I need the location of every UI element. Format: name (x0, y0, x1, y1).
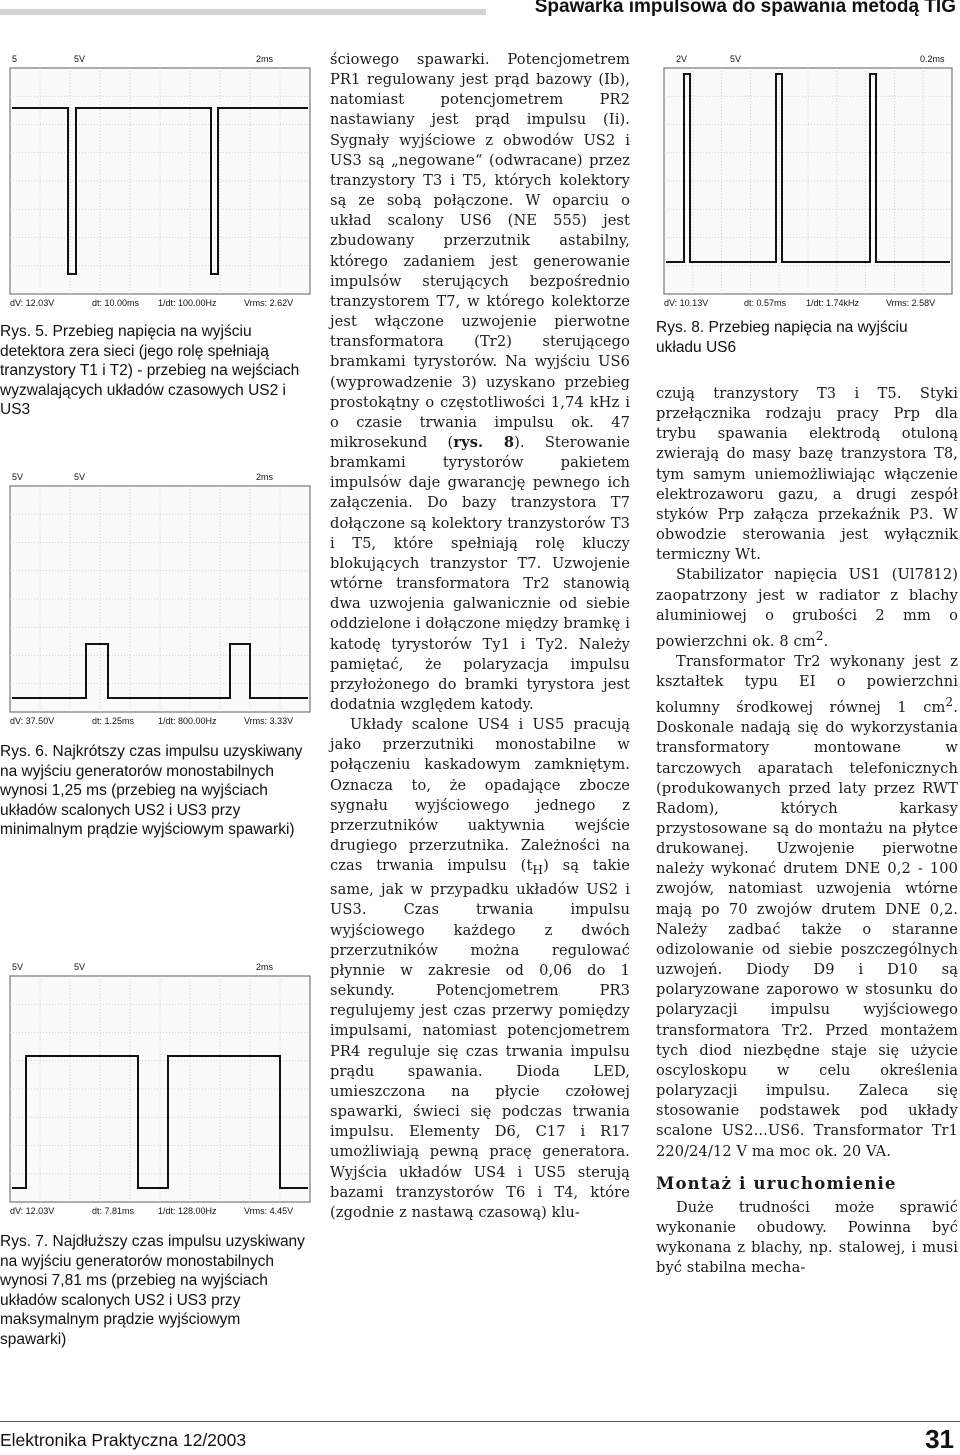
footer-rule (0, 1421, 960, 1422)
scope-timebase-label: 0.2ms (920, 54, 945, 64)
page-number: 31 (925, 1424, 954, 1454)
scope-grid (10, 486, 310, 712)
scope-grid (664, 68, 952, 294)
scope-ch2-label: 5V (730, 54, 742, 64)
footer-journal: Elektronika Praktyczna 12/2003 (0, 1430, 247, 1450)
text-span: Transformator Tr2 wykonany jest z kształtek typu EI o powierzchni kolumny środkowej równej 1 cm (656, 652, 958, 717)
oscillogram-rys8 (658, 50, 958, 312)
text-span: ) są takie same, jak w przypadku układów US2 i US3. Czas trwania impulsu wyjściowego każdego z dwóch przerzutników można regulować płynnie w zakresie od 0,06 do 1 sekundy. Potencjometrem PR3 regulujemy jest czas przerwy pomiędzy impulsami, natomiast potencjometrem PR4 reguluje się czas trwania impulsu prądu spawania. Dioda LED, umieszczona na płycie czołowej spawarki, świeci się podczas trwania impulsu. Elementy D6, C17 i R17 umożliwiają pewną pracę generatora. Wyjścia układów US4 i US5 sterują bazami tranzystorów T6 i T4, które (zgodnie z nastawą czasową) klu- (330, 857, 630, 1221)
paragraph (330, 50, 630, 715)
text-span: ). Sterowanie bramkami tyrystorów pakietem impulsów daje gwarancję pewnego ich załączenia. Do bazy tranzystora T7 dołączone są kolektory tranzystorów T3 i T5, które spełniają rolę kluczy blokujących tranzystor T7. Uzwojenie wtórne transformatora Tr2 stanowią dwa uzwojenia galwanicznie od siebie oddzielone i dołączone między bramkę i katodę tyrystorów Ty1 i Ty2. Należy pamiętać, że polaryzacja impulsu przyłożonego do bramki tyrystora jest dodatnia względem katody. (330, 433, 630, 713)
text-span: Układy scalone US4 i US5 pracują jako przerzutniki monostabilne w połączeniu kaskadowym zamkniętym. Oznacza to, że opadające zbocze sygnału wyjściowego jednego z przerzutników uaktywnia wejście drugiego przerzutnika. Zależności na czas trwania impulsu (t (330, 716, 630, 875)
text-span: . Doskonale nadają się do wykorzystania transformatory montowane w tarczowych aparatach telefonicznych (produkowanych przed laty przez RWT Radom), których karkasy przystosowane są do montażu na płytce drukowanej. Uzwojenie pierwotne należy wykonać drutem DNE 0,2 - 100 zwojów, natomiast uzwojenia wtórne mają po 70 zwojów drutem DNE 0,2. Należy zadbać także o staranne odizolowanie od siebie poszczególnych uzwojeń. Diody D9 i D10 są polaryzowane zaporowo w stosunku do polaryzacji impulsu wyjściowego transformatora Tr2. Przed montażem tych diod niezbędne staje się użycie oscyloskopu w celu określenia polaryzacji impulsu. Zaleca się stosowanie podstawek pod układy scalone US2...US6. Transformator Tr1 220/24/12 V ma moc ok. 20 VA. (656, 699, 958, 1160)
scope-ch2-label: 5V (74, 54, 86, 64)
scope-ch1-label: 5V (12, 962, 24, 972)
scope-grid (10, 68, 310, 294)
scope-ch2-label: 5V (74, 962, 86, 972)
scope-readout-dv: dV: 12.03V (10, 298, 55, 308)
running-header-title: Spawarka impulsowa do spawania metodą TIG (534, 0, 956, 17)
figure-caption-rys8: Rys. 8. Przebieg napięcia na wyjściu układu US6 (656, 319, 908, 356)
superscript: 2 (815, 628, 824, 643)
superscript: 2 (945, 695, 954, 710)
figure-caption-rys5: Rys. 5. Przebieg napięcia na wyjściu detektora zera sieci (jego rolę spełniają tranzystory T1 i T2) - przebieg na wejściach wyzwalających układów czasowych US2 i US3 (0, 323, 300, 419)
paragraph: czują tranzystory T3 i T5. Styki przełącznika rodzaju pracy Prp dla trybu spawania elektrodą otuloną zwierają do masy bazę tranzystora T8, tym samym uniemożliwiając włączenie elektrozaworu gazu, a drugi zespół styków Prp załącza przekaźnik P3. W obwodzie sterowania jest wyłącznik termiczny Wt. (656, 385, 958, 564)
scope-ch2-label: 5V (74, 472, 86, 482)
oscillogram-rys7 (8, 958, 314, 1220)
article-column-middle (330, 50, 630, 1223)
scope-readout-vrms: Vrms: 3.33V (244, 716, 294, 726)
text-span: ściowego spawarki. Potencjometrem PR1 regulowany jest prąd bazowy (Ib), natomiast potencjometrem PR2 nastawiany jest prąd impulsu (Ii). Sygnały wyjściowe z obwodów US2 i US3 są „negowane“ (odwracane) przez tranzystory T3 i T5, których kolektory są ze sobą połączone. W oparciu o układ scalony US6 (NE 555) jest zbudowany przerzutnik astabilny, którego zadaniem jest generowanie impulsów sterujących bezpośrednio tranzystorem T7, w którego kolektorze jest włączone uzwojenie pierwotne transformatora (Tr2) sterującego bramkami tyrystorów. Na wyjściu US6 (wyprowadzenie 3) uzyskano przebieg prostokątny o częstotliwości 1,74 kHz i o czasie trwania impulsu ok. 47 mikrosekund ( (330, 51, 630, 451)
scope-ch1-label: 5V (12, 472, 24, 482)
scope-grid (10, 976, 310, 1202)
paragraph (656, 565, 958, 651)
text-span: Stabilizator napięcia US1 (Ul7812) zaopatrzony jest w radiator z blachy aluminiowej o grubości 2 mm o powierzchni ok. 8 cm (656, 566, 958, 650)
subscript: H (532, 863, 544, 878)
scope-readout-dt: dt: 1.25ms (92, 716, 135, 726)
header-bar (0, 9, 486, 15)
figure-caption-rys6: Rys. 6. Najkrótszy czas impulsu uzyskiwany na wyjściu generatorów monostabilnych wynosi 1,25 ms (przebieg na wyjściach układów scalonych US2 i US3 przy minimalnym prądzie wyjściowym spawarki) (0, 743, 303, 839)
paragraph (330, 715, 630, 1223)
scope-readout-freq: 1/dt: 800.00Hz (158, 716, 217, 726)
scope-readout-freq: 1/dt: 1.74kHz (806, 298, 860, 308)
scope-timebase-label: 2ms (256, 472, 274, 482)
scope-timebase-label: 2ms (256, 54, 274, 64)
paragraph: Duże trudności może sprawić wykonanie obudowy. Powinna być wykonana z blachy, np. stalowej, i musi być stabilna mecha- (656, 1198, 958, 1277)
scope-ch1-label: 2V (676, 54, 688, 64)
paragraph (656, 652, 958, 1162)
scope-readout-dt: dt: 10.00ms (92, 298, 140, 308)
oscillogram-rys5 (8, 50, 314, 312)
scope-ch1-label: 5 (12, 54, 18, 64)
oscillogram-rys6 (8, 468, 314, 730)
article-column-right (656, 384, 958, 1278)
scope-timebase-label: 2ms (256, 962, 274, 972)
scope-readout-vrms: Vrms: 4.45V (244, 1206, 294, 1216)
scope-readout-freq: 1/dt: 100.00Hz (158, 298, 217, 308)
section-heading: Montaż i uruchomienie (656, 1173, 897, 1193)
figure-caption-rys7: Rys. 7. Najdłuższy czas impulsu uzyskiwany na wyjściu generatorów monostabilnych wynosi 7,81 ms (przebieg na wyjściach układów scalonych US2 i US3 przy maksymalnym prądzie wyjściowym spawarki) (0, 1233, 305, 1348)
scope-readout-vrms: Vrms: 2.62V (244, 298, 294, 308)
scope-readout-dv: dV: 10.13V (664, 298, 709, 308)
text-span: . (823, 632, 829, 650)
scope-readout-dv: dV: 12.03V (10, 1206, 55, 1216)
scope-readout-vrms: Vrms: 2.58V (886, 298, 936, 308)
scope-readout-dt: dt: 0.57ms (744, 298, 787, 308)
scope-readout-freq: 1/dt: 128.00Hz (158, 1206, 217, 1216)
figure-reference: rys. 8 (453, 433, 515, 451)
scope-readout-dv: dV: 37.50V (10, 716, 55, 726)
scope-readout-dt: dt: 7.81ms (92, 1206, 135, 1216)
